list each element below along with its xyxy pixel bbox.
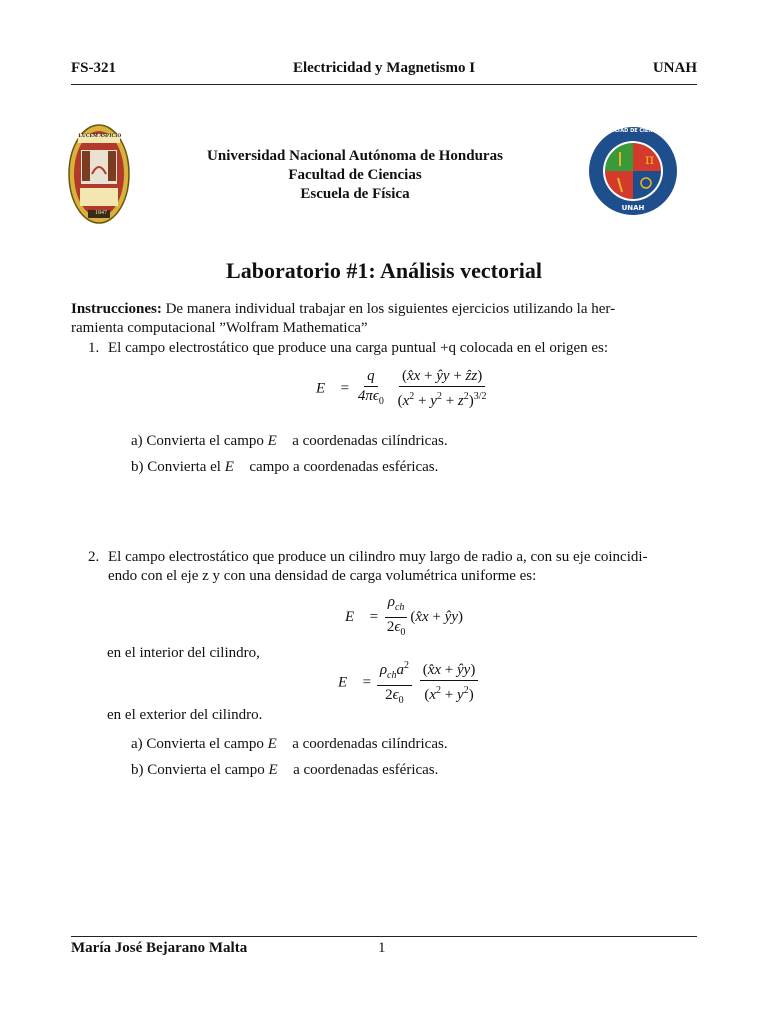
seal-motto: LUCEM ASPICIO — [78, 134, 122, 139]
instructions — [71, 300, 701, 338]
problem1-text: El campo electrostático que produce una carga puntual +q colocada en el origen es: — [108, 340, 609, 356]
problem1-number: 1. — [88, 340, 100, 356]
course-code: FS-321 — [71, 60, 116, 76]
problem2-text: El campo electrostático que produce un cilindro muy largo de radio a, con su eje coincidi- endo con el eje z y con una densidad de carga volumétrica uniforme es: — [108, 549, 648, 584]
instructions-text-1: De manera individual trabajar en los siguientes ejercicios utilizando la her- — [161, 301, 616, 317]
problem2-number: 2. — [88, 549, 100, 565]
equation-cylinder-exterior: E⃗ = $\frac{\rho_{ch}a^2}{2\epsilon_0}$ $\frac{(x̂x + ŷy)}{(x^2 + y^2)}$ — [338, 657, 480, 709]
author-name: María José Bejarano Malta — [71, 940, 248, 956]
school-name: Escuela de Física — [300, 186, 410, 202]
faculty-logo-top-text: FACULTAD DE CIENCIAS — [600, 128, 666, 134]
faculty-name: Facultad de Ciencias — [288, 167, 422, 183]
university-seal-icon — [68, 124, 130, 224]
university-name: Universidad Nacional Autónoma de Honduras — [207, 148, 503, 164]
interior-label: en el interior del cilindro, — [107, 645, 260, 661]
institution-short: UNAH — [652, 60, 697, 76]
faculty-logo-icon — [588, 126, 678, 216]
equation-cylinder-interior: E⃗ = $\frac{\rho_{ch}}{2\epsilon_0}$ (x̂x + ŷy) — [345, 594, 463, 638]
problem1-part-a: a) Convierta el campo E⃗ a coordenadas cilíndricas. — [131, 433, 448, 449]
faculty-logo-bottom-text: UNAH — [621, 204, 645, 212]
header-rule — [71, 84, 697, 85]
institution-block — [150, 147, 560, 204]
equation-point-charge: E⃗ = $\frac{q}{4\pi\epsilon_0}$ $\frac{\text{(x̂x + ŷy + ẑz)}}{(x^2 + y^2 + z^2)^{3/2}}$ — [316, 368, 487, 409]
instructions-text-2: ramienta computacional ”Wolfram Mathematica” — [71, 320, 368, 336]
page-title: Laboratorio #1: Análisis vectorial — [226, 258, 542, 283]
problem2-part-a: a) Convierta el campo E⃗ a coordenadas cilíndricas. — [131, 736, 448, 752]
exterior-label: en el exterior del cilindro. — [107, 707, 263, 723]
footer-rule — [71, 936, 697, 937]
problem2-part-b: b) Convierta el campo E⃗ a coordenadas esféricas. — [131, 762, 439, 778]
seal-year: 1847 — [95, 210, 107, 216]
course-name: Electricidad y Magnetismo I — [292, 60, 476, 76]
instructions-label: Instrucciones: — [71, 301, 162, 317]
page-number: 1 — [378, 940, 386, 956]
svg-text:π: π — [645, 152, 655, 168]
problem1-part-b: b) Convierta el E⃗ campo a coordenadas esféricas. — [131, 459, 439, 475]
